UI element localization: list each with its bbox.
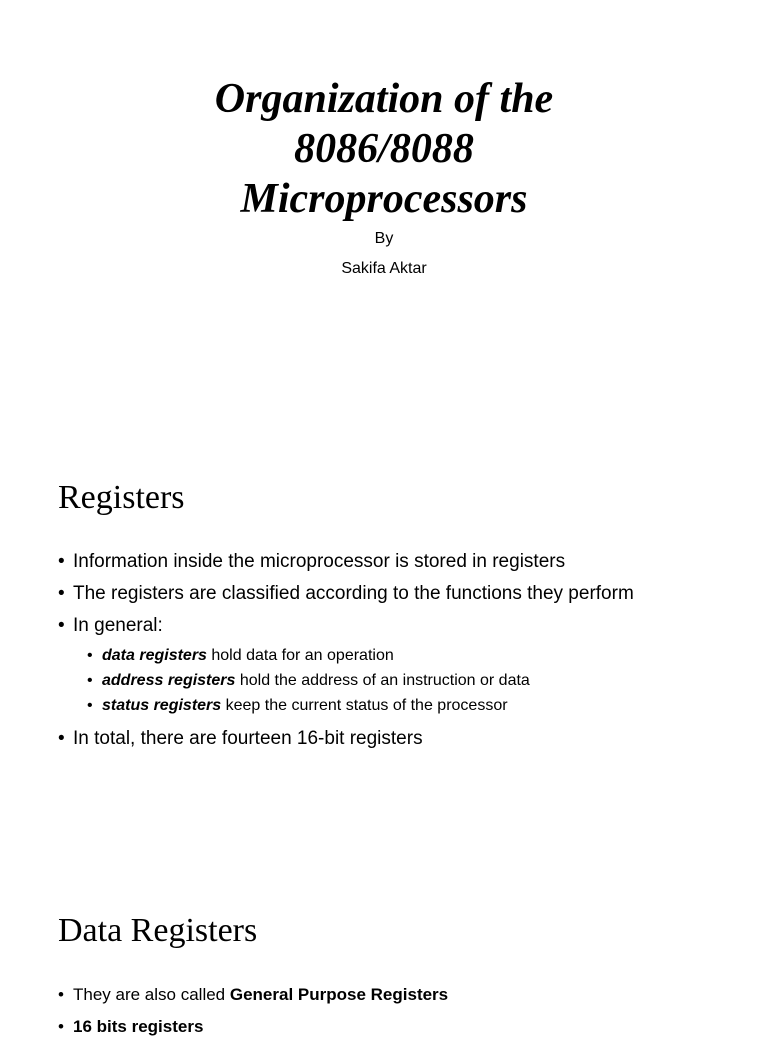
register-types-list xyxy=(73,643,634,718)
list-item: • In total, there are fourteen 16-bit registers xyxy=(58,728,634,750)
list-item xyxy=(58,1016,448,1038)
list-item-label: In general: xyxy=(73,615,163,636)
title-line-1: Organization of the xyxy=(214,76,554,122)
by-label: By xyxy=(374,230,394,247)
term-data-registers: data registers xyxy=(102,647,207,664)
list-item xyxy=(58,615,634,718)
list-item: • Information inside the microprocessor is stored in registers xyxy=(58,551,634,573)
author-name: Sakifa Aktar xyxy=(341,260,427,277)
sub-list-item xyxy=(87,693,634,718)
data-registers-bullet-list xyxy=(58,984,448,1048)
title-line-2: 8086/8088 xyxy=(294,126,474,172)
sixteen-bit-registers-label: 16 bits registers xyxy=(73,1017,204,1036)
presentation-title xyxy=(0,74,768,224)
title-slide xyxy=(0,0,768,440)
term-description: keep the current status of the processor xyxy=(221,697,508,714)
registers-bullet-list xyxy=(58,551,634,760)
sub-list-item xyxy=(87,643,634,668)
term-description: hold data for an operation xyxy=(206,647,394,664)
list-item: • The registers are classified according to the functions they perform xyxy=(58,583,634,605)
term-description: hold the address of an instruction or data xyxy=(235,672,530,689)
sub-list-item xyxy=(87,668,634,693)
list-item-text: They are also called xyxy=(73,985,230,1004)
general-purpose-registers-label: General Purpose Registers xyxy=(229,985,449,1004)
term-address-registers: address registers xyxy=(102,672,236,689)
term-status-registers: status registers xyxy=(102,697,222,714)
data-registers-heading: Data Registers xyxy=(58,912,258,949)
title-line-3: Microprocessors xyxy=(240,176,528,222)
list-item xyxy=(58,984,448,1006)
registers-heading: Registers xyxy=(58,479,185,516)
